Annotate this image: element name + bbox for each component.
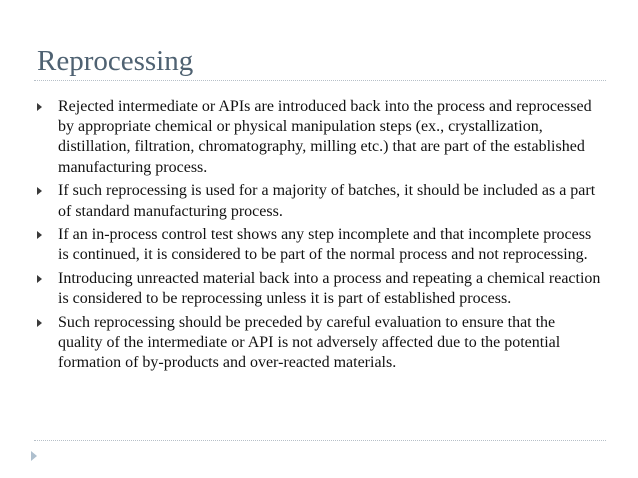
footer-divider bbox=[34, 440, 606, 441]
list-item bbox=[37, 97, 602, 178]
list-item bbox=[37, 313, 602, 374]
triangle-arrow-icon bbox=[31, 451, 37, 461]
bullet-text: If such reprocessing is used for a majority of batches, it should be included as a part of standard manufacturing process. bbox=[58, 182, 596, 220]
triangle-bullet-icon bbox=[37, 187, 42, 195]
bullet-text: Introducing unreacted material back into a process and repeating a chemical reaction is considered to be reprocessing unless it is part of established process. bbox=[58, 270, 601, 308]
list-item bbox=[37, 269, 602, 309]
bullet-list bbox=[37, 97, 602, 377]
triangle-bullet-icon bbox=[37, 231, 42, 239]
bullet-text: Rejected intermediate or APIs are introduced back into the process and reprocessed by appropriate chemical or physical manipulation steps (ex., crystallization, distillation, filtration, chromatography, milling etc.) that are part of the established manufacturing process. bbox=[58, 98, 592, 176]
triangle-bullet-icon bbox=[37, 103, 42, 111]
title-divider bbox=[34, 80, 606, 81]
bullet-text: If an in-process control test shows any step incomplete and that incomplete process is continued, it is considered to be part of the normal process and not reprocessing. bbox=[58, 226, 592, 264]
triangle-bullet-icon bbox=[37, 275, 42, 283]
list-item bbox=[37, 181, 602, 221]
triangle-bullet-icon bbox=[37, 319, 42, 327]
slide-title: Reprocessing bbox=[37, 45, 194, 77]
list-item bbox=[37, 225, 602, 265]
bullet-text: Such reprocessing should be preceded by careful evaluation to ensure that the quality of the intermediate or API is not adversely affected due to the potential formation of by-products and over-reacted materials. bbox=[58, 314, 561, 372]
